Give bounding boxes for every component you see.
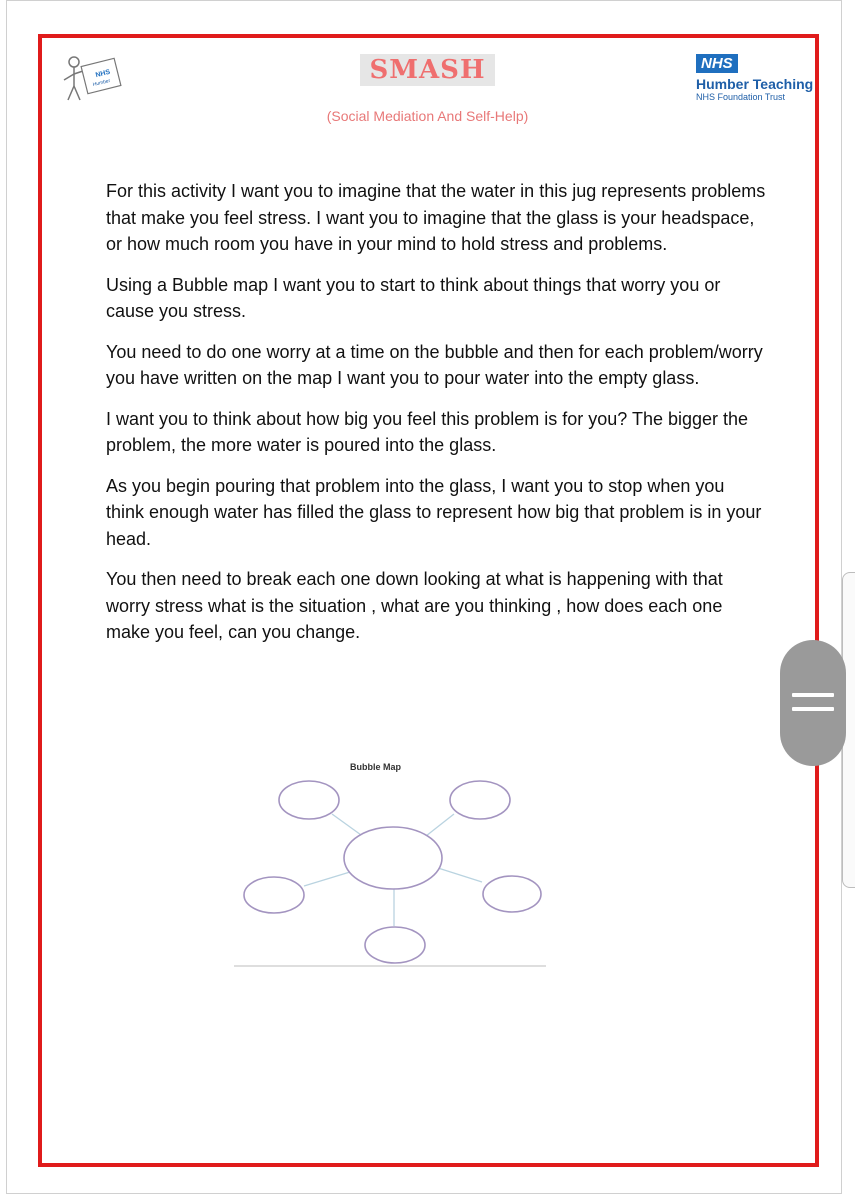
bubble-top-left bbox=[279, 781, 339, 819]
bubble-map-title: Bubble Map bbox=[350, 762, 401, 772]
connector-left bbox=[304, 872, 350, 886]
scroll-handle[interactable] bbox=[780, 640, 846, 766]
instructions-body bbox=[106, 178, 766, 660]
paragraph-1: For this activity I want you to imagine that the water in this jug represents problems that make you feel stress. I want you to imagine that the glass is your headspace, or how much room you have in your mind to hold stress and problems. bbox=[106, 181, 766, 254]
left-logo-badge: NHS bbox=[94, 68, 111, 80]
bubble-map-diagram bbox=[232, 756, 550, 970]
connector-top-right bbox=[426, 814, 454, 836]
org-trust: NHS Foundation Trust bbox=[696, 92, 786, 102]
page-subtitle: (Social Mediation And Self-Help) bbox=[326, 108, 529, 124]
connector-right bbox=[438, 868, 482, 882]
nhs-badge: NHS bbox=[696, 54, 738, 73]
left-logo-subtext: Humber bbox=[92, 77, 111, 89]
grip-line-icon bbox=[792, 707, 834, 711]
bubble-left bbox=[244, 877, 304, 913]
smash-title: SMASH bbox=[360, 54, 495, 86]
grip-line-icon bbox=[792, 693, 834, 697]
paragraph-5: As you begin pouring that problem into the glass, I want you to stop when you think enough water has filled the glass to represent how big that problem is in your head. bbox=[106, 475, 762, 549]
bubble-bottom bbox=[365, 927, 425, 963]
bubble-right bbox=[483, 876, 541, 912]
nhs-logo bbox=[696, 54, 816, 103]
center-bubble bbox=[344, 827, 442, 889]
nhs-figure-logo bbox=[60, 52, 122, 108]
bubble-top-right bbox=[450, 781, 510, 819]
paragraph-6: You then need to break each one down looking at what is happening with that worry stress what is the situation , what are you thinking , how does each one make you feel, can you change. bbox=[106, 569, 723, 642]
org-name: Humber Teaching bbox=[696, 76, 814, 92]
paragraph-4: I want you to think about how big you feel this problem is for you? The bigger the problem, the more water is poured into the glass. bbox=[106, 408, 749, 455]
paragraph-3: You need to do one worry at a time on the bubble and then for each problem/worry you have written on the map I want you to pour water into the empty glass. bbox=[106, 341, 763, 388]
paragraph-2: Using a Bubble map I want you to start to think about things that worry you or cause you stress. bbox=[106, 274, 721, 321]
